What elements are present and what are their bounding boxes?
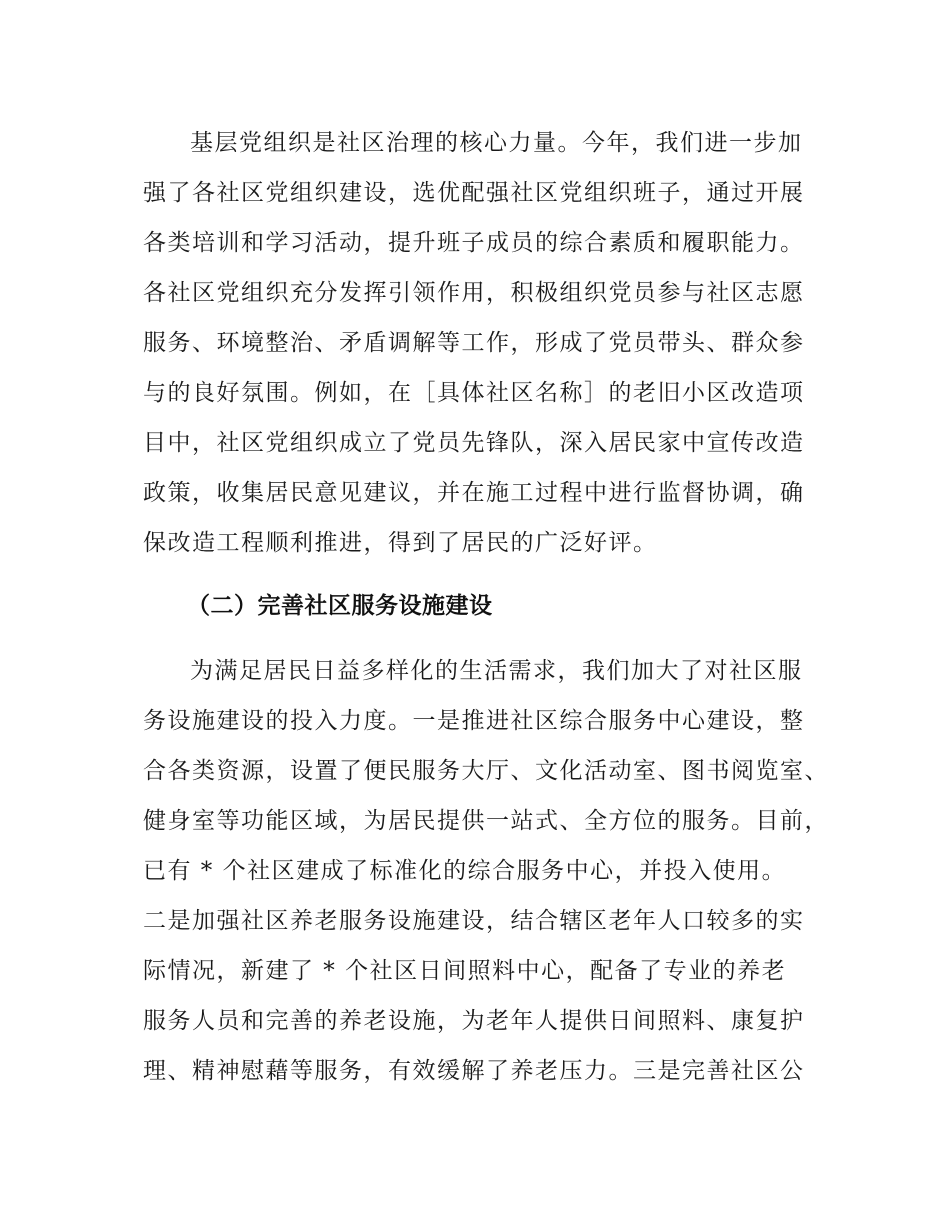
- paragraph-1-line-2: 强了各社区党组织建设，选优配强社区党组织班子，通过开展: [143, 180, 805, 206]
- paragraph-1-line-3: 各类培训和学习活动，提升班子成员的综合素质和履职能力。: [143, 230, 805, 256]
- paragraph-2-line-1: 为满足居民日益多样化的生活需求，我们加大了对社区服: [190, 658, 803, 684]
- paragraph-1-line-9: 保改造工程顺利推进，得到了居民的广泛好评。: [143, 530, 658, 556]
- paragraph-2-line-2: 务设施建设的投入力度。一是推进社区综合服务中心建设，整: [143, 708, 805, 734]
- paragraph-2-line-3: 合各类资源，设置了便民服务大厅、文化活动室、图书阅览室、: [143, 758, 829, 784]
- section-heading: （二）完善社区服务设施建设: [187, 593, 493, 619]
- paragraph-2-line-6: 二是加强社区养老服务设施建设，结合辖区老年人口较多的实: [143, 908, 805, 934]
- paragraph-1-line-8: 政策，收集居民意见建议，并在施工过程中进行监督协调，确: [143, 480, 805, 506]
- paragraph-1-line-1: 基层党组织是社区治理的核心力量。今年，我们进一步加: [190, 130, 803, 156]
- paragraph-2-line-8: 服务人员和完善的养老设施，为老年人提供日间照料、康复护: [143, 1008, 805, 1034]
- paragraph-2-line-5: 已有 * 个社区建成了标准化的综合服务中心，并投入使用。: [143, 858, 787, 884]
- paragraph-1-line-5: 服务、环境整治、矛盾调解等工作，形成了党员带头、群众参: [143, 330, 805, 356]
- paragraph-1-line-4: 各社区党组织充分发挥引领作用，积极组织党员参与社区志愿: [143, 280, 805, 306]
- paragraph-2-line-4: 健身室等功能区域，为居民提供一站式、全方位的服务。目前，: [143, 808, 829, 834]
- paragraph-2-line-7: 际情况，新建了 * 个社区日间照料中心，配备了专业的养老: [143, 958, 787, 984]
- paragraph-2-line-9: 理、精神慰藉等服务，有效缓解了养老压力。三是完善社区公: [143, 1058, 805, 1084]
- paragraph-1-line-7: 目中，社区党组织成立了党员先锋队，深入居民家中宣传改造: [143, 430, 805, 456]
- paragraph-1-line-6: 与的良好氛围。例如，在［具体社区名称］的老旧小区改造项: [143, 380, 805, 406]
